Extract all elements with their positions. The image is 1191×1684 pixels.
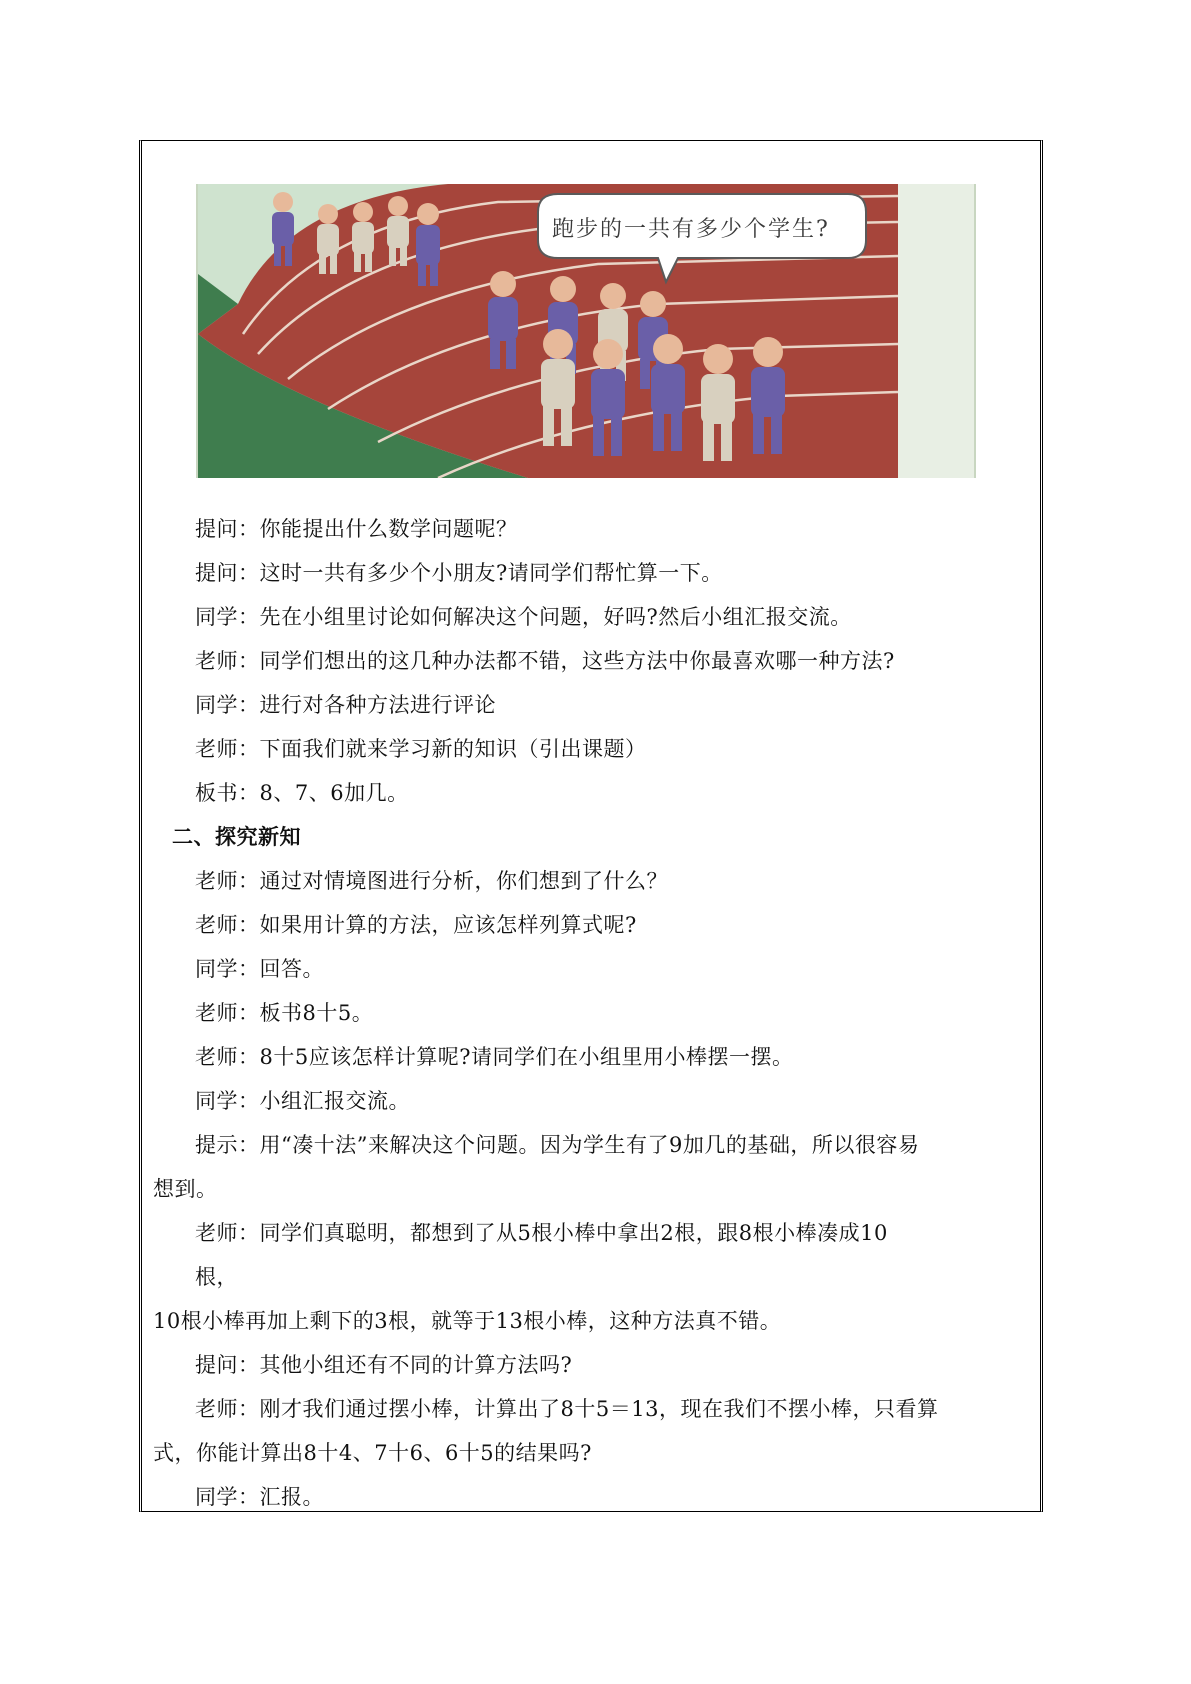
text-line: 式，你能计算出8十4、7十6、6十5的结果吗?	[153, 1441, 592, 1465]
text-line: 提问：这时一共有多少个小朋友?请同学们帮忙算一下。	[195, 561, 723, 585]
text-line: 老师：刚才我们通过摆小棒，计算出了8十5＝13，现在我们不摆小棒，只看算	[195, 1397, 939, 1421]
text-line: 10根小棒再加上剩下的3根，就等于13根小棒，这种方法真不错。	[153, 1309, 782, 1333]
text-line: 想到。	[153, 1177, 218, 1201]
text-line: 老师：8十5应该怎样计算呢?请同学们在小组里用小棒摆一摆。	[195, 1045, 794, 1069]
running-track-illustration	[196, 184, 976, 478]
text-line: 提问：你能提出什么数学问题呢？	[195, 517, 518, 541]
text-line: 根，	[195, 1265, 238, 1289]
text-line: 老师：同学们想出的这几种办法都不错，这些方法中你最喜欢哪一种方法?	[195, 649, 895, 673]
text-line: 板书：8、7、6加几。	[195, 781, 409, 805]
text-line: 同学：先在小组里讨论如何解决这个问题，好吗?然后小组汇报交流。	[195, 605, 852, 629]
text-line: 提问：其他小组还有不同的计算方法吗?	[195, 1353, 573, 1377]
section-heading: 二、探究新知	[172, 825, 301, 849]
text-line: 老师：板书8十5。	[195, 1001, 374, 1025]
text-line: 提示：用“凑十法”来解决这个问题。因为学生有了9加几的基础，所以很容易	[195, 1133, 920, 1157]
text-line: 老师：同学们真聪明，都想到了从5根小棒中拿出2根，跟8根小棒凑成10	[195, 1221, 888, 1245]
text-line: 老师：通过对情境图进行分析，你们想到了什么？	[195, 869, 668, 893]
speech-bubble-text: 跑步的一共有多少个学生?	[552, 217, 830, 242]
text-line: 同学：小组汇报交流。	[195, 1089, 410, 1113]
text-line: 老师：下面我们就来学习新的知识（引出课题）	[195, 737, 647, 761]
text-line: 老师：如果用计算的方法，应该怎样列算式呢?	[195, 913, 637, 937]
text-line: 同学：进行对各种方法进行评论	[195, 693, 496, 717]
text-line: 同学：回答。	[195, 957, 324, 981]
side-wall	[888, 184, 974, 478]
text-line: 同学：汇报。	[195, 1485, 324, 1509]
